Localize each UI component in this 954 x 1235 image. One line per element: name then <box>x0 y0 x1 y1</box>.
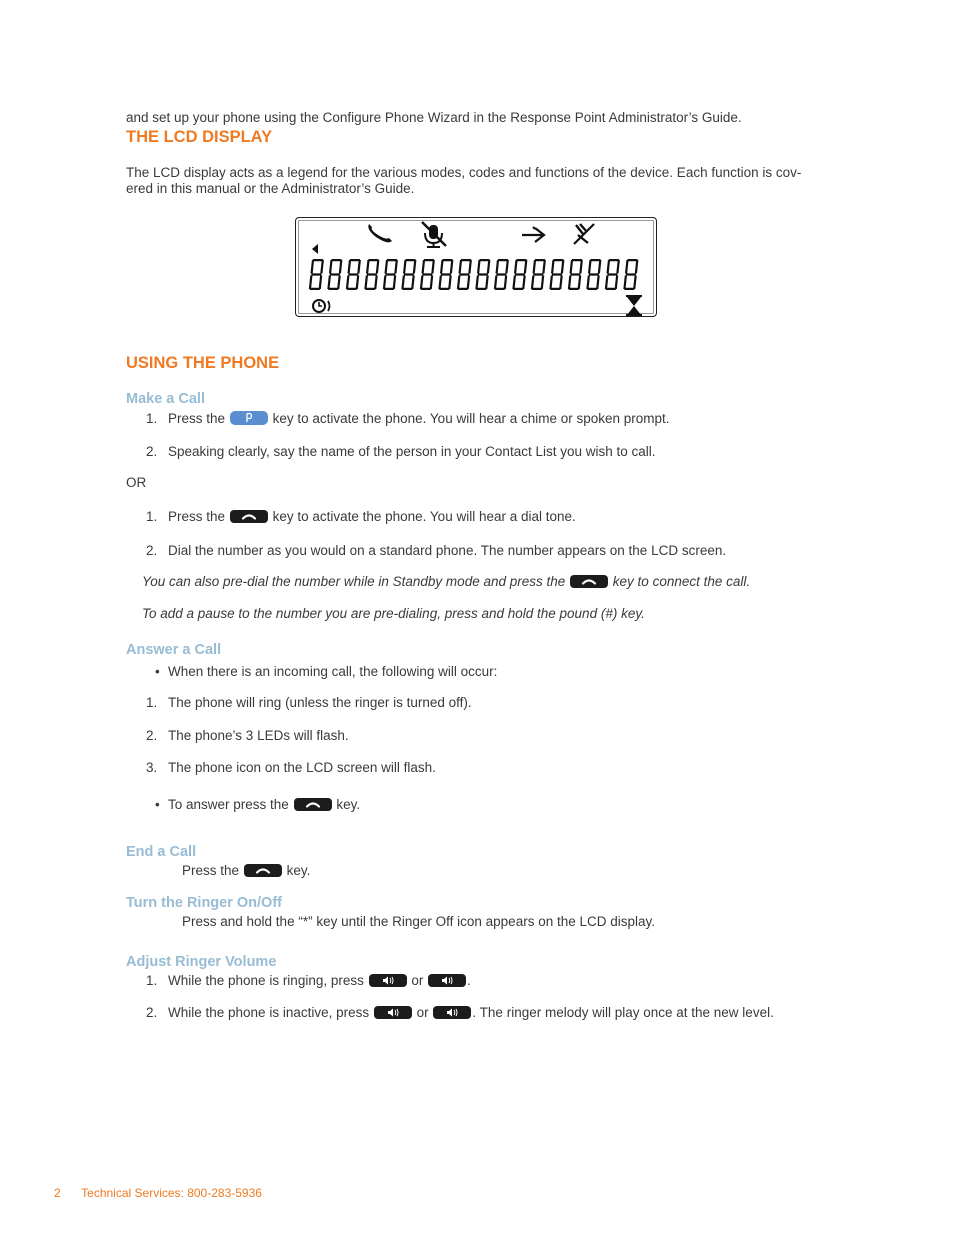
volume-heading: Adjust Ringer Volume <box>126 954 277 970</box>
lcd-digit <box>309 259 324 290</box>
answer-step-2: 2. The phone’s 3 LEDs will flash. <box>146 728 349 743</box>
predial-note: You can also pre-dial the number while in Standby mode and press the key to connect the call. <box>142 574 751 589</box>
lcd-digit <box>401 259 416 290</box>
handset-key-icon <box>244 864 282 877</box>
answer-bullet-1: • When there is an incoming call, the following will occur: <box>155 664 498 679</box>
handset-key-icon <box>230 510 268 523</box>
lcd-digit <box>475 259 490 290</box>
page-number: 2 <box>54 1186 61 1200</box>
handset-key-icon <box>294 798 332 811</box>
ringer-off-icon <box>574 224 594 244</box>
make-call-step-1: 1. Press the key to activate the phone. You will hear a chime or spoken prompt. <box>146 411 670 426</box>
lcd-digit <box>457 259 472 290</box>
end-call-text: Press the key. <box>182 863 311 878</box>
lcd-digit <box>420 259 435 290</box>
lcd-display-illustration <box>295 217 657 317</box>
lcd-digit <box>512 259 527 290</box>
response-point-button-icon <box>230 411 268 425</box>
lcd-digit <box>568 259 583 290</box>
answer-call-heading: Answer a Call <box>126 642 222 658</box>
ringer-text: Press and hold the “*” key until the Ringer Off icon appears on the LCD display. <box>182 914 656 929</box>
lcd-digit <box>549 259 564 290</box>
make-call-alt-step-2: 2. Dial the number as you would on a standard phone. The number appears on the LCD screen. <box>146 543 727 558</box>
lcd-digit <box>586 259 601 290</box>
volume-down-key-icon <box>428 974 466 987</box>
lcd-digit <box>364 259 379 290</box>
handset-key-icon <box>570 575 608 588</box>
lcd-digit <box>623 259 638 290</box>
lcd-paragraph-line1: The LCD display acts as a legend for the various modes, codes and functions of the device. Each function is cov- <box>126 165 802 180</box>
volume-step-1: 1. While the phone is ringing, press or . <box>146 973 471 988</box>
volume-down-key-icon <box>433 1006 471 1019</box>
footer <box>54 1186 262 1200</box>
using-phone-heading: USING THE PHONE <box>126 354 280 372</box>
volume-indicator-icon <box>312 244 318 254</box>
make-call-heading: Make a Call <box>126 391 205 407</box>
pause-note: To add a pause to the number you are pre-dialing, press and hold the pound (#) key. <box>142 606 645 621</box>
lcd-display-heading: THE LCD DISPLAY <box>126 128 273 146</box>
lcd-digit <box>531 259 546 290</box>
hourglass-icon <box>626 295 642 316</box>
lcd-paragraph-line2: ered in this manual or the Administrator’s Guide. <box>126 181 415 196</box>
lcd-digit <box>327 259 342 290</box>
answer-step-3: 3. The phone icon on the LCD screen will flash. <box>146 760 436 775</box>
intro-text: and set up your phone using the Configure Phone Wizard in the Response Point Administrator’s Guide. <box>126 110 742 125</box>
lcd-digit <box>383 259 398 290</box>
forward-arrow-icon <box>522 227 544 242</box>
answer-step-1: 1. The phone will ring (unless the ringer is turned off). <box>146 695 472 710</box>
mute-microphone-icon <box>422 222 446 248</box>
ringer-heading: Turn the Ringer On/Off <box>126 895 282 911</box>
lcd-digit <box>605 259 620 290</box>
lcd-digit-row <box>309 259 639 290</box>
lcd-digit <box>438 259 453 290</box>
volume-step-2: 2. While the phone is inactive, press or . The ringer melody will play once at the new level. <box>146 1005 774 1020</box>
end-call-heading: End a Call <box>126 844 197 860</box>
technical-services: Technical Services: 800-283-5936 <box>81 1186 262 1200</box>
answer-bullet-2: • To answer press the key. <box>155 797 361 812</box>
handset-icon <box>368 224 392 242</box>
make-call-step-2: 2. Speaking clearly, say the name of the person in your Contact List you wish to call. <box>146 444 656 459</box>
or-separator: OR <box>126 475 147 490</box>
volume-up-key-icon <box>374 1006 412 1019</box>
clock-icon <box>313 300 330 312</box>
make-call-alt-step-1: 1. Press the key to activate the phone. You will hear a dial tone. <box>146 509 576 524</box>
lcd-digit <box>494 259 509 290</box>
volume-up-key-icon <box>369 974 407 987</box>
lcd-digit <box>346 259 361 290</box>
